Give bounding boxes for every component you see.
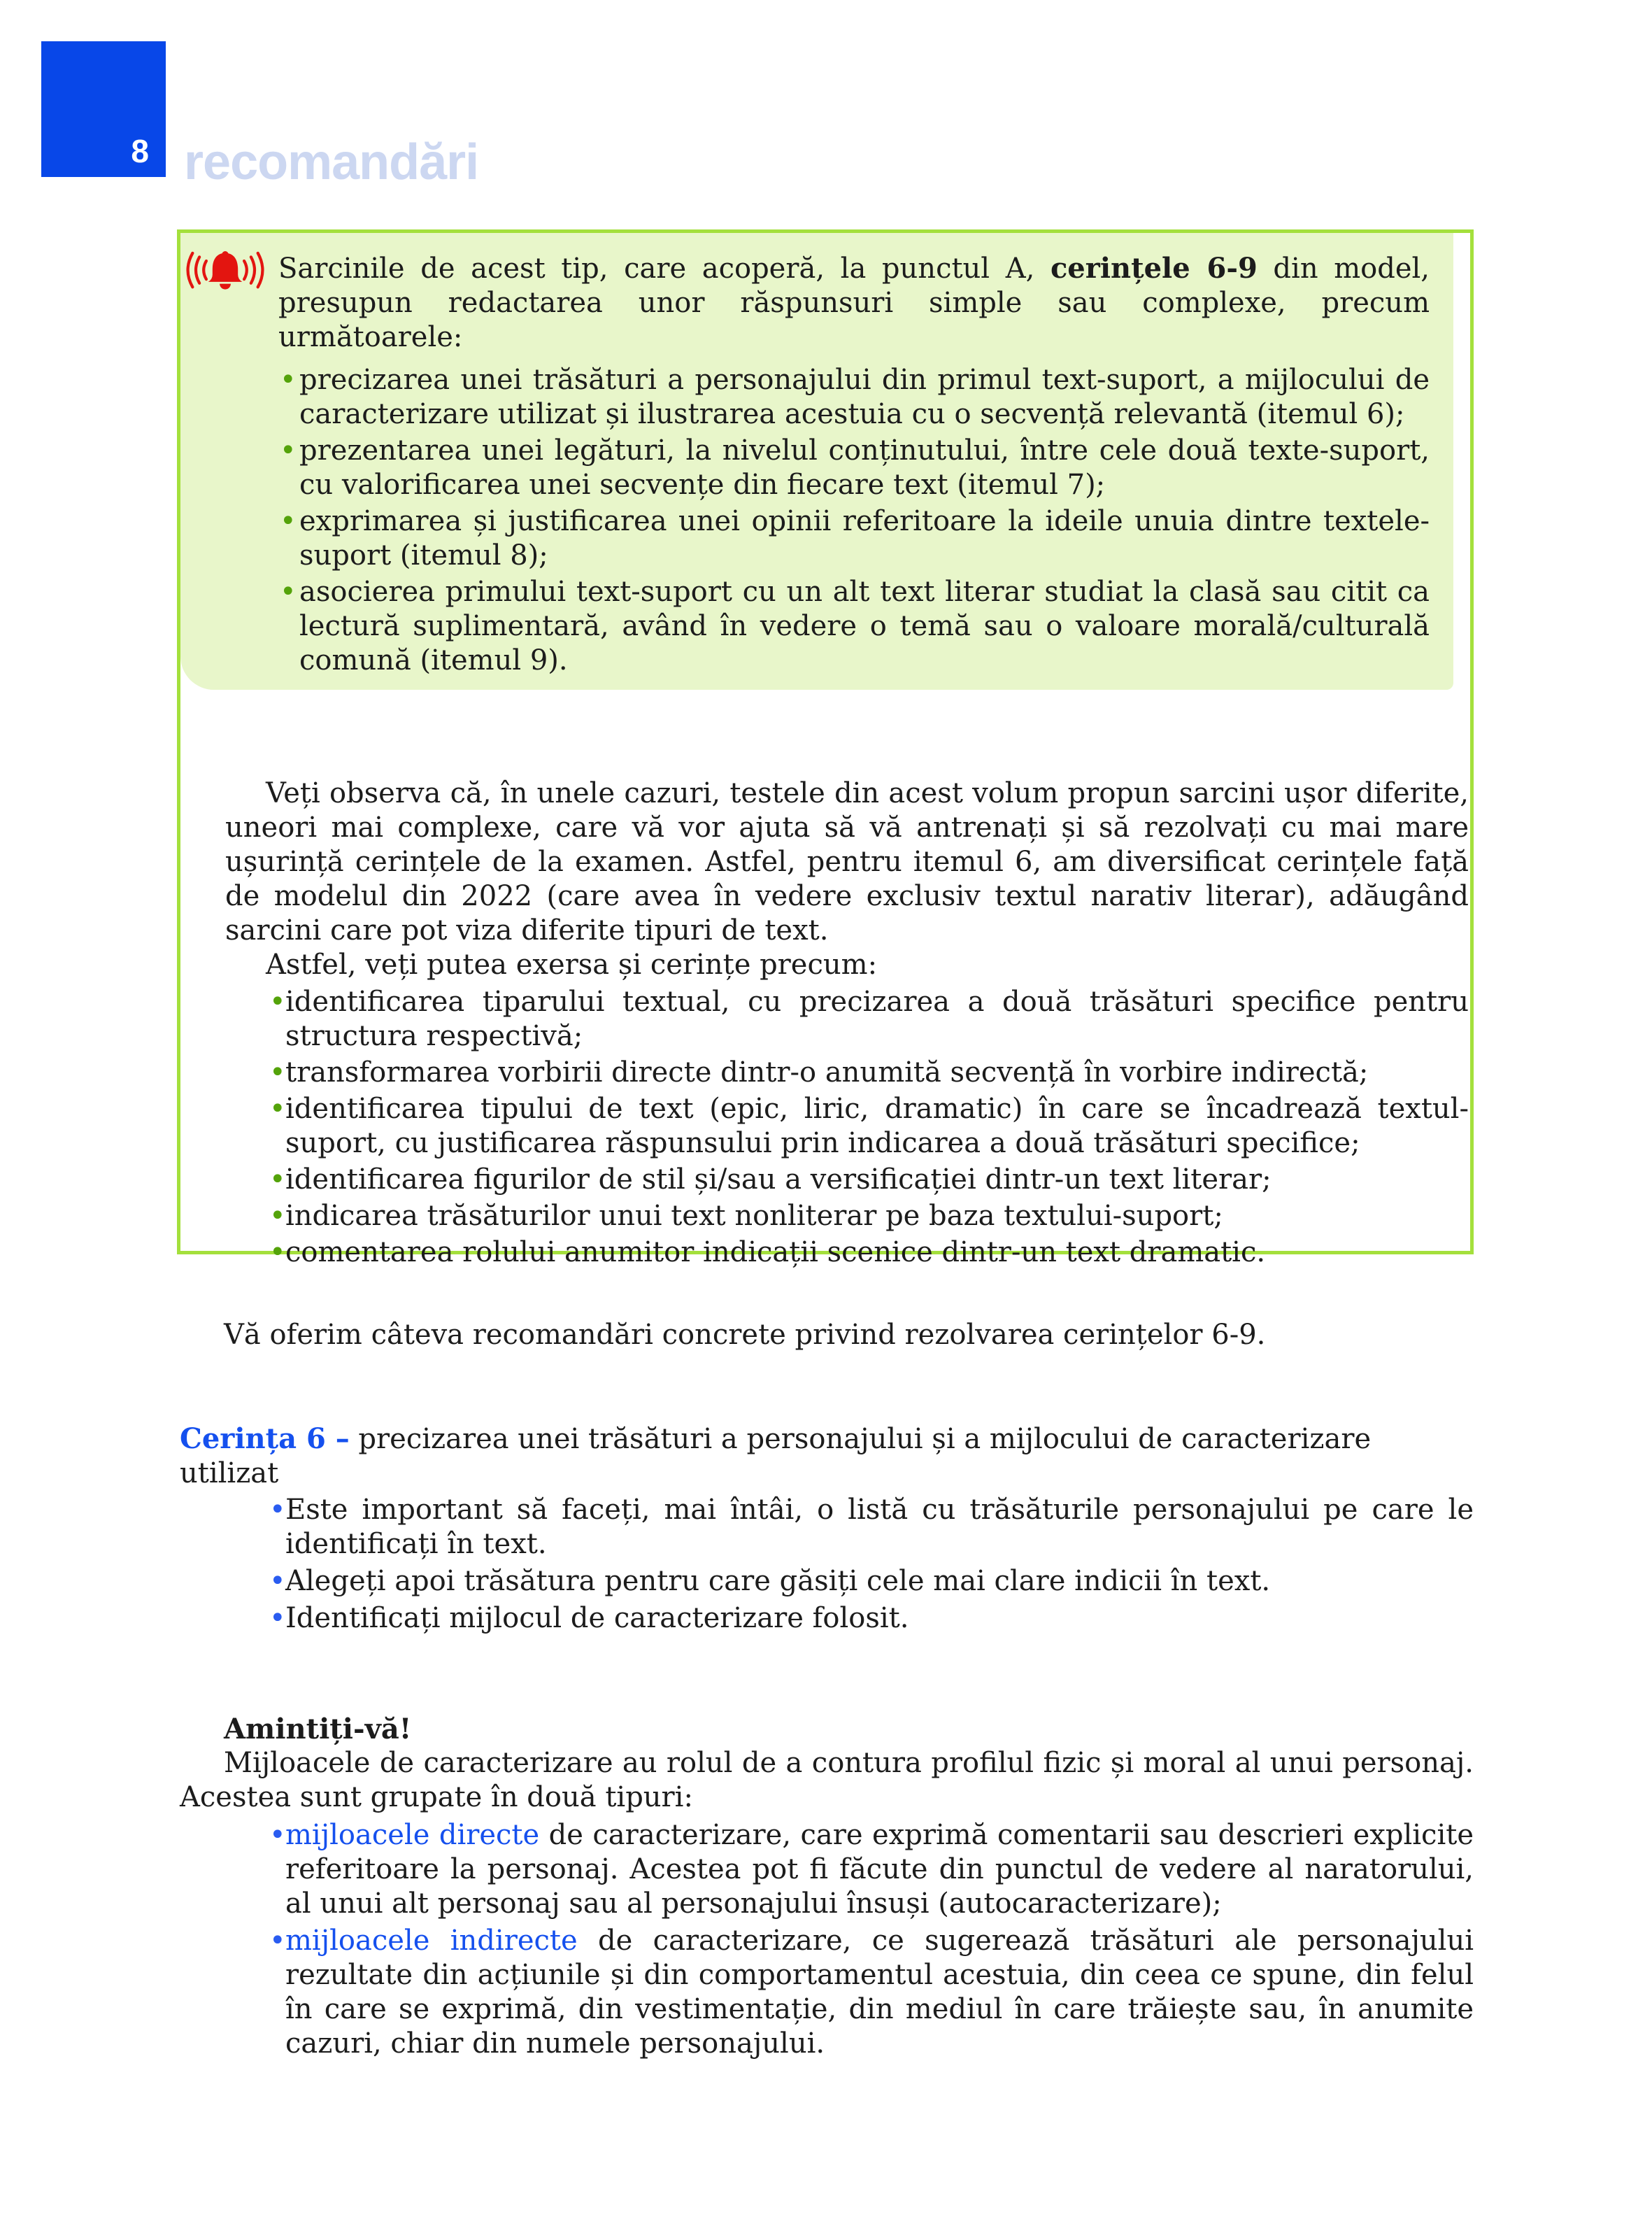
- callout-panel: [180, 233, 1453, 690]
- alarm-bell-icon: [186, 248, 264, 302]
- list-item: • comentarea rolului anumitor indicații scenice dintr-un text dramatic.: [225, 1235, 1469, 1270]
- cerinta-6-text: precizarea unei trăsături a personajului și a mijlocului de caracterizare utilizat: [180, 1423, 1372, 1489]
- cerinta-6-heading: [180, 1422, 1474, 1491]
- list-item: [180, 1818, 1474, 1921]
- page-number: 8: [131, 133, 149, 169]
- list-item: • transformarea vorbirii directe dintr-o anumită secvență în vorbire indirectă;: [225, 1056, 1469, 1090]
- callout-list: [278, 363, 1430, 678]
- callout-paragraph: [278, 251, 1430, 355]
- list-item: • exprimarea și justificarea unei opinii referitoare la ideile unuia dintre textele-suport (itemul 8);: [278, 504, 1430, 573]
- cerinta-6-label: Cerința 6 –: [180, 1422, 350, 1455]
- callout-text-bold: cerințele 6-9: [1050, 252, 1258, 285]
- list-item: • identificarea figurilor de stil și/sau a versificației dintr-un text literar;: [225, 1163, 1469, 1197]
- callout-text-post: din model, presupun redactarea unor răspunsuri simple sau complexe, precum următoarele:: [278, 253, 1430, 353]
- list-item: • identificarea tiparului textual, cu precizarea a două trăsături specifice pentru structura respectivă;: [225, 985, 1469, 1054]
- list-item: • Identificați mijlocul de caracterizare folosit.: [180, 1601, 1474, 1636]
- cerinta-6-list: [180, 1493, 1474, 1636]
- reminder-list: [180, 1818, 1474, 2061]
- list-item: • identificarea tipului de text (epic, liric, dramatic) în care se încadrează textul-suport, cu justificarea răspunsului prin indicarea a două trăsături specifice;: [225, 1092, 1469, 1161]
- term-definition: de caracterizare, ce sugerează trăsături ale personajului rezultate din acțiunile și din comportamentul acestuia, din ceea ce spune, din felul în care se exprimă, din vestimentație, din mediul în care trăiește sau, în anumite cazuri, chiar din numele personajului.: [285, 1925, 1474, 2060]
- list-item: [180, 1924, 1474, 2061]
- reminder-title: Amintiți-vă!: [224, 1713, 412, 1745]
- page-title: recomandări: [184, 134, 479, 190]
- green-box-body: [180, 690, 1470, 1270]
- term-link: mijloacele indirecte: [285, 1925, 578, 1957]
- reminder-paragraph: Mijloacele de caracterizare au rolul de a contura profilul fizic și moral al unui personaj. Acestea sunt grupate în două tipuri:: [180, 1747, 1474, 1813]
- list-item: • indicarea trăsăturilor unui text nonliterar pe baza textului-suport;: [225, 1199, 1469, 1233]
- list-lead-line: Astfel, veți putea exersa și cerințe precum:: [266, 949, 878, 981]
- list-item: • precizarea unei trăsături a personajului din primul text-suport, a mijlocului de caracterizare utilizat și ilustrarea acestuia cu o secvență relevantă (itemul 6);: [278, 363, 1430, 432]
- term-link: mijloacele directe: [285, 1819, 540, 1851]
- list-item: • asocierea primului text-suport cu un alt text literar studiat la clasă sau citit ca lectură suplimentară, având în vedere o temă sau o valoare morală/culturală comună (itemul 9).: [278, 575, 1430, 678]
- list-item: • Alegeți apoi trăsătura pentru care găsiți cele mai clare indicii în text.: [180, 1564, 1474, 1599]
- exercise-list: [225, 985, 1469, 1270]
- body-paragraph: Veți observa că, în unele cazuri, testele din acest volum propun sarcini ușor diferite, uneori mai complexe, care vă vor ajuta să vă antrenați și să rezolvați cu mai mare ușurință cerințele de la examen. Astfel, pentru itemul 6, am diversificat cerințele față de modelul din 2022 (care avea în vedere exclusiv textul narativ literar), adăugând sarcini care pot viza diferite tipuri de text.: [225, 777, 1469, 947]
- page-number-box: [41, 41, 166, 177]
- callout-text-pre: Sarcinile de acest tip, care acoperă, la punctul A,: [278, 253, 1051, 285]
- green-framed-box: [177, 229, 1474, 1268]
- list-item: • prezentarea unei legături, la nivelul conținutului, între cele două texte-suport, cu valorificarea unei secvențe din fiecare text (itemul 7);: [278, 434, 1430, 502]
- content-column: [177, 229, 1474, 2064]
- term-definition: de caracterizare, care exprimă comentarii sau descrieri explicite referitoare la personaj. Acestea pot fi făcute din punctul de vedere al naratorului, al unui alt personaj sau al personajului însuși (autocaracterizare);: [285, 1819, 1474, 1920]
- list-item: • Este important să faceți, mai întâi, o listă cu trăsăturile personajului pe care le identificați în text.: [180, 1493, 1474, 1561]
- intro-line: Vă oferim câteva recomandări concrete privind rezolvarea cerințelor 6-9.: [224, 1319, 1266, 1351]
